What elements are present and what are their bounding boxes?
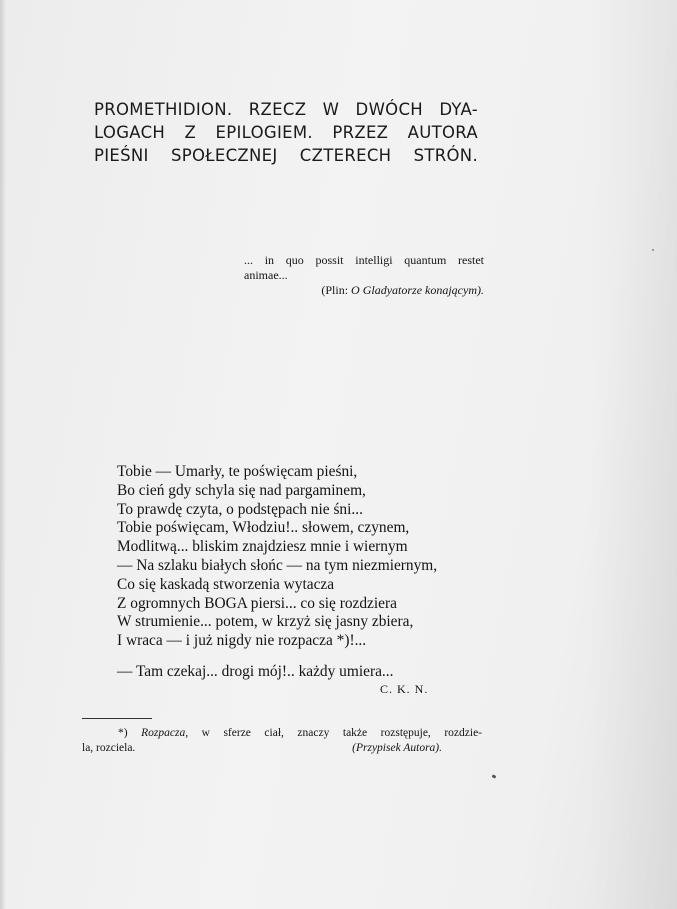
- poem-line: — Na szlaku białych słońc — na tym niezmiernym,: [117, 556, 438, 574]
- footnote-term: Rozpacza,: [141, 727, 189, 739]
- poem-line: I wraca — i już nigdy nie rozpacza *)!...: [117, 632, 367, 650]
- poem-line: Co się kaskadą stworzenia wytacza: [117, 575, 335, 593]
- footnote-marker: *): [118, 727, 128, 739]
- poem-line: Modlitwą... bliskim znajdziesz mnie i wiernym: [117, 538, 408, 556]
- epigraph-source-title: O Gladyatorze konającym).: [351, 283, 484, 297]
- footnote-attribution: (Przypisek Autora).: [352, 742, 442, 754]
- title-line: LOGACH Z EPILOGIEM. PRZEZ AUTORA: [94, 123, 478, 142]
- poem-line: Tobie poświęcam, Włodziu!.. słowem, czynem,: [117, 519, 410, 537]
- epigraph: [244, 253, 484, 298]
- epigraph-line: ... in quo possit intelligi quantum restet: [244, 253, 484, 267]
- poem-line: To prawdę czyta, o podstępach nie śni...: [117, 500, 363, 518]
- signature: C. K. N.: [380, 682, 429, 696]
- epigraph-source-open: (Plin:: [321, 283, 352, 297]
- poem-line: Z ogromnych BOGA piersi... co się rozdziera: [117, 594, 397, 612]
- footnote: [82, 726, 482, 756]
- footnote-text: w sferze ciał, znaczy także rozstępuje, rozdzie-: [188, 727, 482, 739]
- poem-line: Bo cień gdy schyla się nad pargaminem,: [117, 481, 366, 499]
- ink-speck: [492, 774, 497, 779]
- epigraph-line: animae...: [244, 268, 288, 282]
- footnote-rule: [82, 718, 152, 719]
- footnote-text: la, rozciela.: [82, 742, 136, 754]
- title-line: PIEŚNI SPOŁECZNEJ CZTERECH STRÓN.: [94, 146, 478, 165]
- footnote-line: [82, 726, 482, 741]
- page-shade: [587, 0, 677, 909]
- dedication-poem: [117, 463, 477, 682]
- poem-line: W strumienie... potem, w krzyż się jasny zbiera,: [117, 613, 414, 631]
- title-line: PROMETHIDION. RZECZ W DWÓCH DYA-: [94, 100, 478, 119]
- poem-line: Tobie — Umarły, te poświęcam pieśni,: [117, 463, 358, 480]
- poem-closing-line: — Tam czekaj... drogi mój!.. każdy umiera...: [117, 662, 394, 680]
- epigraph-source: [244, 283, 484, 298]
- page-title: [94, 98, 478, 167]
- page-edge: [0, 0, 6, 909]
- footnote-line: [82, 741, 482, 756]
- ink-speck: [652, 249, 654, 251]
